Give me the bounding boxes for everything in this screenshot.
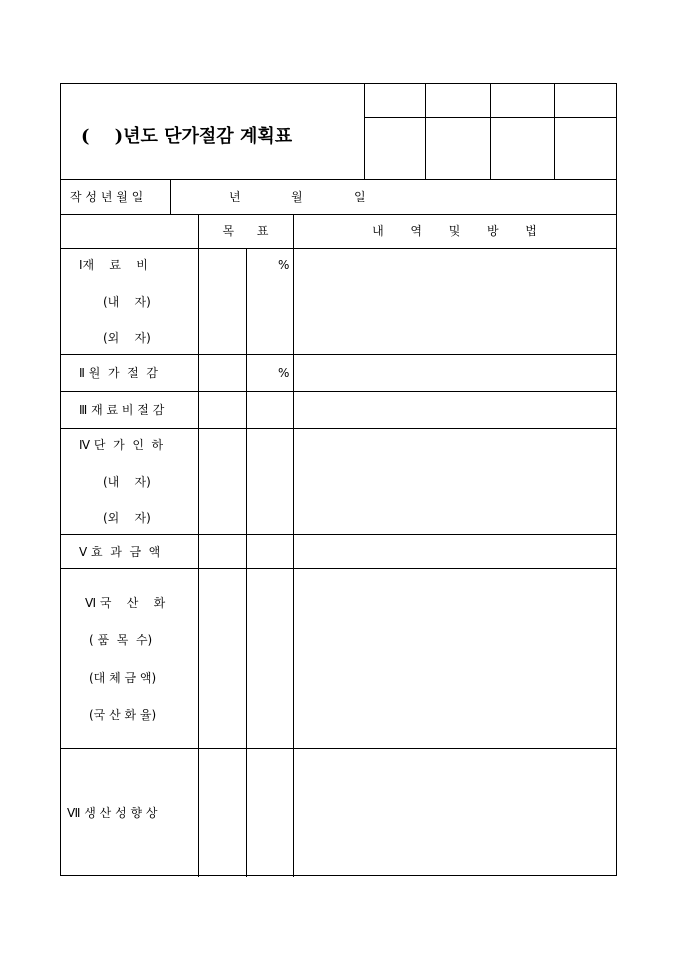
row-sublabel: (외 자) bbox=[103, 511, 151, 525]
rule bbox=[364, 84, 365, 179]
rule bbox=[61, 248, 616, 249]
rule bbox=[246, 248, 247, 877]
percent-unit: % bbox=[278, 258, 290, 272]
rule bbox=[61, 179, 616, 180]
date-label: 작 성 년 월 일 bbox=[70, 190, 144, 204]
rule bbox=[61, 748, 616, 749]
details-header: 내 역 및 방 법 bbox=[372, 224, 537, 238]
percent-unit: % bbox=[278, 366, 290, 380]
date-year: 년 bbox=[229, 190, 241, 204]
date-day: 일 bbox=[354, 190, 366, 204]
row-sublabel: ( 품 목 수) bbox=[89, 633, 153, 647]
rule bbox=[425, 84, 426, 179]
rule bbox=[198, 214, 199, 877]
rule bbox=[61, 568, 616, 569]
row-label: Ⅱ 원 가 절 감 bbox=[79, 366, 158, 380]
rule bbox=[170, 179, 171, 214]
row-sublabel: (외 자) bbox=[103, 331, 151, 345]
row-label: Ⅴ 효 과 금 액 bbox=[79, 545, 161, 559]
row-label: Ⅵ 국 산 화 bbox=[85, 596, 166, 610]
rule bbox=[61, 391, 616, 392]
row-sublabel: (내 자) bbox=[103, 295, 151, 309]
target-header: 목 표 bbox=[222, 224, 269, 238]
rule bbox=[293, 214, 294, 877]
row-sublabel: (국 산 화 율) bbox=[89, 708, 157, 722]
row-label: Ⅲ 재 료 비 절 감 bbox=[79, 403, 165, 417]
date-month: 월 bbox=[291, 190, 303, 204]
cost-reduction-plan-form bbox=[60, 83, 617, 876]
rule bbox=[554, 84, 555, 179]
row-sublabel: (내 자) bbox=[103, 475, 151, 489]
rule bbox=[490, 84, 491, 179]
row-label: Ⅶ 생 산 성 향 상 bbox=[67, 806, 158, 820]
rule bbox=[61, 214, 616, 215]
row-sublabel: (대 체 금 액) bbox=[89, 671, 157, 685]
row-label: Ⅰ재 료 비 bbox=[79, 258, 148, 272]
rule bbox=[61, 428, 616, 429]
row-label: Ⅳ 단 가 인 하 bbox=[79, 438, 164, 452]
form-title: ( )년도 단가절감 계획표 bbox=[81, 126, 293, 147]
rule bbox=[61, 354, 616, 355]
rule bbox=[61, 534, 616, 535]
